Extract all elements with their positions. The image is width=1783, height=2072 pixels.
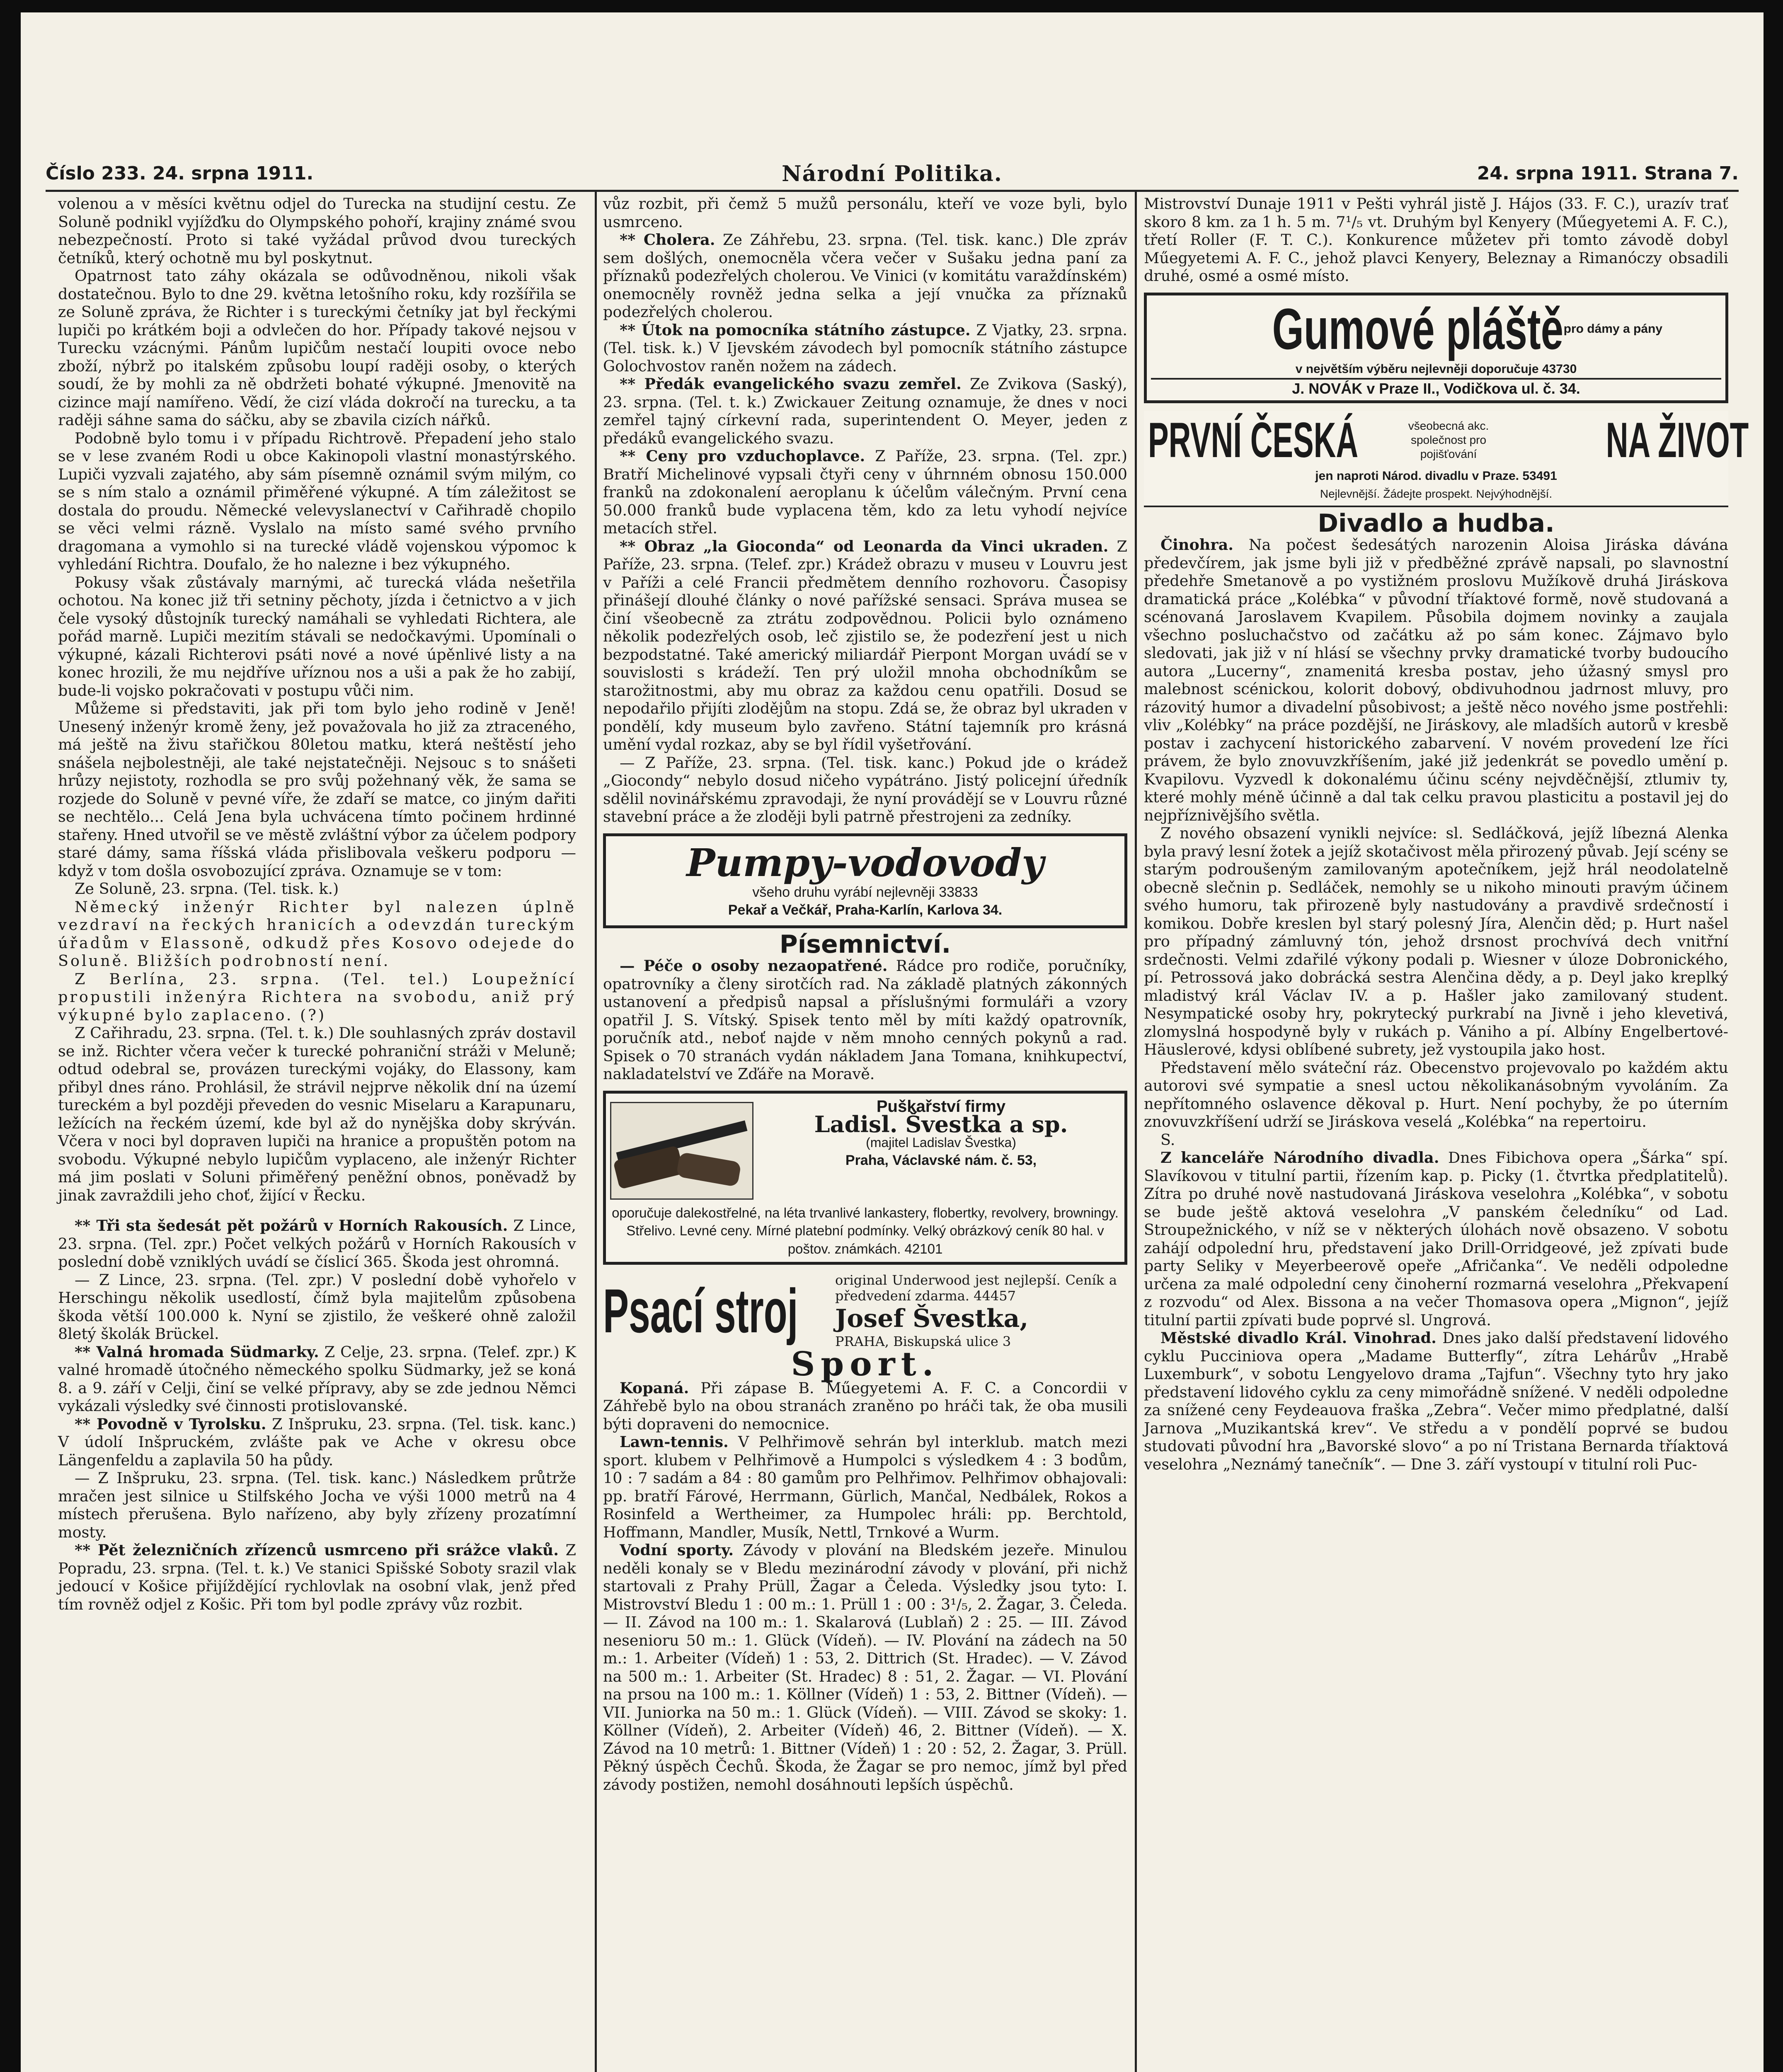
- article-paragraph: Mistrovství Dunaje 1911 v Pešti vyhrál jistě J. Hájos (33. F. C.), urazív trať skoro 8 km. za 1 h. 5 m. 7¹/₅ vt. Druhým byl Kenyery (Műegyetemi A. F. C.), třetí Roller (F. T. C.). Konkurence můžetev při tomto závodě dobyl Műegyetemi A. F. C., jehož plavci Kenyery, Beleznay a Rimanóczy obsadili druhé, osmé a osmé místo.: [1144, 195, 1728, 285]
- column-divider-2: [1135, 191, 1137, 2072]
- ad-typewriter-company: Josef Švestka,: [835, 1304, 1029, 1333]
- article-heading: Z kanceláře Národního divadla.: [1160, 1149, 1439, 1167]
- ad-guns-owner: (majitel Ladislav Švestka): [866, 1135, 1016, 1150]
- article-text: Při zápase B. Műegyetemi A. F. C. a Concordii v Záhřebě bylo na obou stranách zraněno po hráči tak, že oba musili býti dopraveni do nemocnice.: [603, 1379, 1127, 1433]
- ad-insurance-left: PRVNÍ ČESKÁ: [1148, 412, 1359, 468]
- column-3: [1144, 195, 1749, 1473]
- running-header: [46, 160, 1739, 189]
- article-text: Z Paříže, 23. srpna. (Tel. zpr.) Bratří Michelinové vypsali čtyři ceny v úhrnném obnosu 150.000 franků na zdokonalení aeroplanu k účelům válečným. První cena 50.000 franků bude vyplacena těm, kdo za letu vyhodí nejvíce metacích střel.: [603, 447, 1128, 537]
- article-paragraph: Z Cařihradu, 23. srpna. (Tel. t. k.) Dle souhlasných zpráv dostavil se inž. Richter včera večer k turecké pohraniční stráži v Meluně; odtud odebral se, provázen tureckými vojáky, do Elassony, kam přibyl dnes ráno. Prohlásil, že strávil nejprve několik dní na území tureckém a byl později převeden do vesnic Miselaru a Karapunaru, ležících na řeckém území, kde byl až do nynějška doby skrýván. Včera v noci byl dopraven lupiči na hranice a propuštěn potom na svobodu. Výkupné nebylo lupičům vyplaceno, ale inženýr Richter má jim poslati v Soluni přiměřený peněžní obnos, poněvadž by jinak zavraždili jeho choť, žijící v Řecku.: [58, 1024, 576, 1204]
- article-text: Ze Zvikova (Saský), 23. srpna. (Tel. t. k.) Zwickauer Zeitung oznamuje, že dnes v noci zemřel tajný církevní rada, superintendent O. Meyer, jeden z předáků evangelického svazu.: [603, 375, 1127, 447]
- ad-raincoats-for: pro dámy a pány: [1563, 322, 1663, 336]
- ad-pumpy-title: Pumpy-vodovody: [686, 840, 1044, 885]
- article-paragraph: [1144, 536, 1728, 824]
- article-paragraph: Německý inženýr Richter byl nalezen úplně vezdraví na řeckých hranicích a odevzdán tureckým úřadům v Elassoně, odkudž přes Kosovo odejede do Soluně. Bližších podrobností není.: [58, 898, 576, 970]
- ad-typewriter-title: Psací stroj: [603, 1276, 798, 1346]
- article-heading: Lawn-tennis.: [620, 1433, 729, 1451]
- article-heading: ** Povodně v Tyrolsku.: [75, 1415, 266, 1433]
- article-paragraph: [58, 1415, 576, 1469]
- ad-pumpy-line2: Pekař a Večkář, Praha-Karlín, Karlova 34.: [728, 902, 1003, 918]
- article-paragraph: Ze Soluně, 23. srpna. (Tel. tisk. k.): [75, 880, 339, 898]
- article-paragraph: Můžeme si představiti, jak při tom bylo jeho rodině v Jeně! Unesený inženýr kromě ženy, jež považovala ho již za ztraceného, má ještě na živu stařičkou 80letou matku, která neštěstí jeho snášela nejbolestněji, ale také nejstatečněji. Nejsouc s to snášeti hrůzy nejistoty, rozhodla se pro svůj požehnaný věk, že sama se rozjede do Soluně v pevné víře, že zdaří se matce, co jiným dařiti se nechtělo... Celá Jena byla uchvácena tímto počinem hrdinné stařeny. Hned utvořil se ve městě zvláštní výbor za účelem podpory staré dámy, sama říšská vláda přislibovala veškeru podporu — když v tom došla osvobozující zpráva. Oznamuje se v tom:: [58, 700, 576, 880]
- rifle-illustration-icon: [610, 1102, 753, 1200]
- ad-psaci-stroj: [603, 1272, 1127, 1349]
- article-paragraph: [603, 1379, 1127, 1433]
- ad-gumove-plaste: [1144, 293, 1728, 403]
- article-text: Z Celje, 23. srpna. (Telef. zpr.) K valné hromadě útočného německého spolku Südmarky, jež se koná 8. a 9. září v Celji, činí se velké přípravy, aby se zde jednou Němci vykázali výsledky své činnosti protislovanské.: [58, 1343, 576, 1415]
- column-2: [603, 195, 1127, 1794]
- article-heading: Kopaná.: [620, 1379, 689, 1397]
- article-paragraph: Pokusy však zůstávaly marnými, ač turecká vláda nešetřila ochotou. Na konec již tři setniny pěchoty, jízda i četnictvo a v jich čele vysoký důstojník turecký namáhali se vyhledati Richtera, ale pořád marně. Lupiči mezitím stávali se nedočkavými. Upomínali o výkupné, kázali Richterovi psáti nové a nové úpěnlivé listy a na konec hrozili, že mu nejdříve uříznou nos a uši a pak že ho zabijí, bude-li vojsko pokračovati v postupu vůči nim.: [58, 573, 576, 700]
- article-text: Závody v plování na Bledském jezeře. Minulou neděli konaly se v Bledu mezinárodní závody v plování, při nichž startovali z Prahy Prüll, Žagar a Čeleda. Výsledky jsou tyto: I. Mistrovství Bledu 1 : 00 m.: 1. Prüll 1 : 00 : 3¹/₅, 2. Žagar, 3. Čeleda. — II. Závod na 100 m.: 1. Skalarová (Lublaň) 2 : 25. — III. Závod nesenioru 50 m.: 1. Glück (Vídeň). — IV. Plování na zádech na 50 m.: 1. Arbeiter (Vídeň) 1 : 53, 2. Dittrich (St. Hradec). — V. Závod na 500 m.: 1. Arbeiter (St. Hradec) 8 : 51, 2. Žagar. — VI. Plování na prsou na 100 m.: 1. Köllner (Vídeň) 1 : 53, 2. Bittner (Vídeň). — VII. Juniorka na 50 m.: 1. Glück (Vídeň). — VIII. Závod se skoky: 1. Köllner (Vídeň), 2. Arbeiter (Vídeň) 46, 2. Bittner (Vídeň). — X. Závod na 10 metrů: 1. Bittner (Vídeň) 1 : 20 : 52, 2. Žagar, 3. Prüll. Pěkný úspěch Čechů. Škoda, že Žagar se pro nemoc, jímž byl před závody postižen, nemohl dosáhnouti lepších úspěchů.: [603, 1541, 1127, 1794]
- article-text: Dnes Fibichova opera „Šárka“ spí. Slavíkovou v titulní partii, řízením kap. p. Picky (1. čtvrtka předplatitelů). Zítra po druhé nově nastudovaná Jiráskova veselohra „Kolébka“, v sobotu se bude ještě aktová veselohra „V panském čeledníku“ od Lad. Stroupežnického, v níž se v některých úlohách nově obsazeno. V sobotu zahájí odpolední hru, představení jako Drill-Orridgeové, jež zpívati bude party Seliky v Meyerbeerově opeře „Afričanka“. Ve neděli odpoledne určena za malé odpolední ceny činoherní rozmarná veselohra „Překvapení z rozvodu“ od Alex. Bissona a na večer Thomasova opera „Mignon“, jejíž titulní partii zpívati bude poprvé sl. Ungrová.: [1144, 1149, 1728, 1329]
- article-heading: ** Obraz „la Gioconda“ od Leonarda da Vinci ukraden.: [620, 537, 1109, 555]
- ad-guns-body: oporučuje dalekostřelné, na léta trvanlivé lankastery, flobertky, revolvery, browningy. Střelivo. Levné ceny. Mírné platební podmínky. Velký obrázkový ceník 80 hal. v poštov. známkách. 42101: [612, 1205, 1119, 1256]
- article-heading: Vodní sporty.: [620, 1541, 734, 1559]
- article-paragraph: [603, 447, 1127, 537]
- ad-raincoats-line2: J. NOVÁK v Praze II., Vodičkova ul. č. 34.: [1151, 378, 1721, 398]
- article-heading: Činohra.: [1160, 536, 1233, 554]
- article-text: Z Vjatky, 23. srpna. (Tel. tisk. k.) V Ijevském závodech byl pomocník státního zástupce Golochvostov raněn nožem na zádech.: [603, 321, 1127, 375]
- article-heading: ** Tři sta šedesát pět požárů v Horních Rakousích.: [75, 1217, 508, 1234]
- ad-insurance-line2: Nejlevnější. Žádejte prospekt. Nejvýhodnější.: [1320, 487, 1553, 500]
- article-paragraph: S.: [1160, 1130, 1175, 1149]
- section-title-sport: Sport.: [791, 1344, 940, 1383]
- article-heading: ** Ceny pro vzduchoplavce.: [620, 447, 865, 465]
- article-text: Z Popradu, 23. srpna. (Tel. t. k.) Ve stanici Spišské Soboty srazil vlak jedoucí v Košice přijíždějící rychlovlak na osobní vlak, jenž před tím rovněž odjel z Košic. Při tom byl podle zprávy vůz rozbit.: [58, 1541, 576, 1613]
- article-text: Z Inšpruku, 23. srpna. (Tel. tisk. kanc.) V údolí Inšpruckém, zvlášte pak ve Ache v okresu obce Längenfeldu a zaplavila 50 ha půdy.: [58, 1415, 576, 1469]
- ad-guns-address: Praha, Václavské nám. č. 53,: [845, 1152, 1037, 1168]
- ad-typewriter-address: PRAHA, Biskupská ulice 3: [835, 1334, 1011, 1349]
- ad-typewriter-info: [835, 1272, 1117, 1349]
- ad-insurance-middle: všeobecná akc. společnost pro pojišťování: [1408, 419, 1489, 460]
- newspaper-page: [21, 12, 1764, 2072]
- article-paragraph: [58, 1217, 576, 1271]
- article-text: V Pelhřimově sehrán byl interklub. match mezi sport. klubem v Pelhřimově a Humpolci s výsledkem 4 : 3 bodům, 10 : 7 sadám a 84 : 80 gamům pro Pelhřimov. Pelhřimov obhajovali: pp. bratří Fárové, Herrmann, Gürlich, Mančal, Nedbálek, Rokos a Rosinfeld a Wertheimer, za Humpolec hráli: pp. Berchtold, Hoffmann, Mandler, Musík, Nettl, Trnkové a Wurm.: [603, 1433, 1127, 1541]
- article-paragraph: Z Berlína, 23. srpna. (Tel. tel.) Loupežnící propustili inženýra Richtera na svobodu, aniž prý výkupné bylo zaplaceno. (?): [58, 970, 576, 1024]
- article-paragraph: [58, 1343, 576, 1415]
- column-divider-1: [595, 191, 597, 2072]
- article-paragraph: [603, 957, 1127, 1083]
- ad-svestka-guns: [603, 1091, 1127, 1265]
- article-paragraph: [1144, 1149, 1728, 1329]
- article-heading: ** Útok na pomocníka státního zástupce.: [620, 321, 971, 339]
- article-paragraph: [603, 1433, 1127, 1541]
- article-paragraph: volenou a v měsíci květnu odjel do Turecka na studijní cestu. Ze Soluně podnikl vyjížďku do Olympského pohoří, krajiny známé svou nebezpečností. Proto si také vyžádal průvod dvou tureckých četníků, který ochotně mu byl poskytnut.: [58, 195, 576, 267]
- ad-pumpy-line1: všeho druhu vyrábí nejlevněji 33833: [752, 884, 978, 900]
- column-1: [58, 195, 576, 1613]
- header-rule: [46, 190, 1739, 192]
- article-text: Z Lince, 23. srpna. (Tel. zpr.) Počet velkých požárů v Horních Rakousích v poslední době vzniklých uvádí se číslicí 365. Škoda jest ohromná.: [58, 1217, 577, 1271]
- article-paragraph: [58, 1541, 576, 1613]
- article-paragraph: vůz rozbit, při čemž 5 mužů personálu, kteří ve voze byli, bylo usmrceno.: [603, 195, 1127, 231]
- ad-insurance-right: NA ŽIVOT: [1606, 412, 1749, 468]
- article-text: Rádce pro rodiče, poručníky, opatrovníky a členy sirotčích rad. Na základě platných zákonných ustanovení a předpisů napsal a příslušnými formuláři a vzory opatřil J. S. Vítský. Spisek tento měl by míti každý opatrovník, poručník atd., neboť najde v něm mnoho cenných pokynů a rad. Spisek o 70 stranách vydán nákladem Jana Tomana, knihkupectví, nakladatelství ve Zďáře na Moravě.: [603, 957, 1127, 1083]
- page-date: 24. srpna 1911. Strana 7.: [1477, 163, 1739, 184]
- article-text: Z Paříže, 23. srpna. (Telef. zpr.) Krádež obrazu v museu v Louvru jest v Paříži a celé Francii předmětem denního rozhovoru. Časopisy přinášejí dlouhé články o nové pařížské sensaci. Správa musea se činí všeobecně za ztrátu zodpovědnou. Policii bylo oznámeno několik podezřelých osob, leč zjistilo se, že podezření jest u nich bezpodstatné. Také americký miliardář Pierpont Morgan uvádí se v souvislosti s krádeží. Ten prý uložil mnoha obchodníkům se starožitnostmi, aby mu obraz za každou cenu opatřili. Dosud se nepodařilo přijíti zlodějům na stopu. Zdá se, že obraz byl ukraden v pondělí, kdy museum bylo zavřeno. Státní tajemník pro krásná umění vydal rozkaz, aby se byl řídil vyšetřování.: [603, 537, 1127, 753]
- article-heading: Městské divadlo Král. Vinohrad.: [1160, 1329, 1437, 1347]
- article-paragraph: Z nového obsazení vynikli nejvíce: sl. Sedláčková, jejíž líbezná Alenka byla pravý lesní žotek a jejíž skotačivost měla přirozený půvab. Její scény se starým podroušeným zamilovaným apotečníkem, jejž hrál neodolatelně obecně slečnin p. Sedláček, nemohly se u nikoho minouti pravým účinem svého humoru, tak přirozeně byly nastudovány a pravdivě srdečností i komikou. Dobře kreslen byl starý polesný Jíra, Alenčin děd; p. Hurt našel pro případný zámluvný tón, jehož drsnost prochvívá dech vnitřní srdečnosti. Velmi zdařilé výkony podali p. Wiesner v úloze Dobronického, pí. Petrossová jako dobrácká sestra Alenčina dědy, a p. Deyl jako kreplký mladistvý král Václav IV. a p. Hašler jako zamilovaný student. Nesympatické osoby hry, pokrytecký purkrabí na Jivně i jeho klevetivá, zlomyslná hospodyně byly v rukách p. Vániho a pí. Albíny Engelbertové-Häuslerové, kdysi oblíbené subrety, jež vystoupila jako host.: [1144, 824, 1728, 1058]
- ad-guns-company: Ladisl. Švestka a sp.: [814, 1111, 1068, 1138]
- masthead-title: Národní Politika.: [782, 161, 1003, 186]
- article-heading: ** Předák evangelického svazu zemřel.: [620, 375, 962, 393]
- section-title-pisemnictvi: Písemnictví.: [779, 929, 951, 959]
- ad-guns-title: Puškařství firmy: [876, 1097, 1006, 1116]
- article-heading: ** Cholera.: [620, 231, 715, 249]
- ad-insurance-line1: jen naproti Národ. divadlu v Praze. 53491: [1315, 469, 1557, 483]
- article-heading: ** Pět železničních zřízenců usmrceno při srážce vlaků.: [75, 1541, 559, 1559]
- article-paragraph: [603, 537, 1127, 754]
- issue-number: Číslo 233. 24. srpna 1911.: [46, 163, 314, 184]
- article-paragraph: [603, 321, 1127, 375]
- article-text: Na počest šedesátých narozenin Aloisa Jiráska dávána předevčírem, jak jsme byli již v předběžné zprávě napsali, po slavnostní předehře Smetanově a po vystižném proslovu Mužíkově druhá Jiráskova dramatická práce „Kolébka“ v původní tříaktové formě, nově studovaná a scénovaná Jaroslavem Kvapilem. Působila dojmem novinky a zaujala všechno posluchačstvo od začátku až po sám konec. Zájmavo bylo sledovati, jak již v ní hlásí se všechny prvky dramatické tvorby budoucího autora „Lucerny“, znamenitá kresba postav, jeho úžasný smysl pro malebnost scénickou, kolorit dobový, obdivuhodnou jadrnost mluvy, pro rázovitý humor a divadelní působivost; a ještě něco nového jsme postřehli: vliv „Kolébky“ na práce pozdější, ne Jiráskovy, ale mladších autorů v kresbě postav i zachycení historického zabarvení. V novém provedení lze říci právem, že bylo znovuvzkříšením, jaké již jedenkrát se povedlo umění p. Kvapilovu. Vyzvedl k dokonalému účinu scény nejvděčnější, ztlumiv ty, které mohly méně účinně a dal tak celku pravou plasticitu a postavil jej do nejpříznivějšího světla.: [1144, 536, 1729, 824]
- article-heading: — Péče o osoby nezaopatřené.: [620, 957, 888, 975]
- ad-pumpy: [603, 833, 1127, 928]
- ad-raincoats-line1: v největším výběru nejlevněji doporučuje 43730: [1295, 362, 1577, 376]
- article-paragraph: Podobně bylo tomu i v případu Richtrově. Přepadení jeho stalo se v lese zvaném Rodi u obce Kakinopoli vlastní monastýrského. Lupiči vyzvali zajatého, aby sám písemně oznámil svým milým, co se s ním stalo a oznámil přiměřené výkupné. A tím záležitost se dostala do proudu. Německé velevyslanectví v Cařihradě chopilo se věci velmi rázně. Vyslalo na místo samé svého prvního dragomana a vymohlo si na turecké vládě vojenskou výpomoc k vyhledání Richtra. Doufalo, že ho nalezne i bez výkupného.: [58, 429, 576, 573]
- ad-raincoats-title: Gumové pláště: [1272, 296, 1564, 361]
- article-paragraph: [603, 231, 1127, 321]
- article-heading: ** Valná hromada Südmarky.: [75, 1343, 319, 1361]
- ad-typewriter-line1: original Underwood jest nejlepší. Ceník a předvedení zdarma. 44457: [835, 1272, 1117, 1304]
- article-text: Dnes jako další představení lidového cyklu Pucciniova opera „Madame Butterfly“, zítra Lehárův „Hrabě Luxemburk“, v sobotu Lengyelovo drama „Tajfun“. Všechny tyto hry jako představení lidového cyklu za ceny mimořádně snížené. V neděli odpoledne za snížené ceny Feydeauova fraška „Zebra“. Večer mimo předplatné, další Jarnova „Muzikantská krev“. Ve středu a v pondělí poprvé se budou studovati původní hra „Bavorské slovo“ a po ní Tristana Bernarda tříaktová veselohra „Neznámý tanečník“. — Dne 3. září vystoupí v titulní roli Puc-: [1144, 1329, 1729, 1473]
- article-paragraph: — Z Inšpruku, 23. srpna. (Tel. tisk. kanc.) Následkem průtrže mračen jest silnice u Stilfského Jocha ve výši 1000 metrů na 4 místech přerušena. Bylo nařízeno, aby byly zřízeny prozatímní mosty.: [58, 1469, 576, 1541]
- article-paragraph: — Z Lince, 23. srpna. (Tel. zpr.) V poslední době vyhořelo v Herschingu několik usedlostí, čímž byla majitelům způsobena škoda větší 100.000 k. Nyní se zjistilo, že veškeré ohně založil 8letý školák Brückel.: [58, 1271, 576, 1343]
- article-paragraph: [603, 375, 1127, 447]
- article-paragraph: [603, 1541, 1127, 1794]
- section-title-divadlo: Divadlo a hudba.: [1318, 508, 1555, 538]
- article-paragraph: — Z Paříže, 23. srpna. (Tel. tisk. kanc.) Pokud jde o krádež „Giocondy“ nebylo dosud ničeho vypátráno. Jistý policejní úředník sdělil novinářskému zpravodaji, že nyní provádějí se v Louvru různé stavební práce a že zloději byli patrně přestrojeni za zedníky.: [603, 753, 1127, 825]
- article-text: Ze Záhřebu, 23. srpna. (Tel. tisk. kanc.) Dle zpráv sem došlých, onemocněla včera večer v Sušaku jedna paní za příznaků podezřelých cholerou. Ve Vinici (v komitátu varaždínském) onemocněly rovněž jedna selka a její vnučka za příznaků podezřelých cholerou.: [603, 231, 1127, 321]
- article-paragraph: [1144, 1329, 1728, 1473]
- article-paragraph: Představení mělo sváteční ráz. Obecenstvo projevovalo po každém aktu autorovi své sympatie a snesl uctou několikanásobným vyvoláním. Za nepřítomného oslavence děkoval p. Hurt. Není pochyby, že po úterním znovuvzkříšení udrží se Jiráskova veselá „Kolébka“ na repertoiru.: [1144, 1058, 1728, 1130]
- ad-prvni-ceska: [1144, 411, 1749, 507]
- article-paragraph: Opatrnost tato záhy okázala se odůvodněnou, nikoli však dostatečnou. Bylo to dne 29. května letošního roku, kdy rozšířila se ze Soluně zpráva, že Richter i s tureckými četníky jat byl řeckými lupiči po krátkém boji a odvlečen do hor. Případy takové nejsou v Turecku vzácnými. Pánům lupičům nestačí loupiti ovoce nebo zboží, nýbrž po italském způsobu loupí raději osoby, o kterých soudí, že by mohli za ně obdržeti bohaté výkupné. Jmenovitě na cizince mají namířeno. Vědí, že cizí vláda dokročí na turecku, a ta raději sáhne sama do sáčku, aby se zbavila cizích nářků.: [58, 267, 576, 429]
